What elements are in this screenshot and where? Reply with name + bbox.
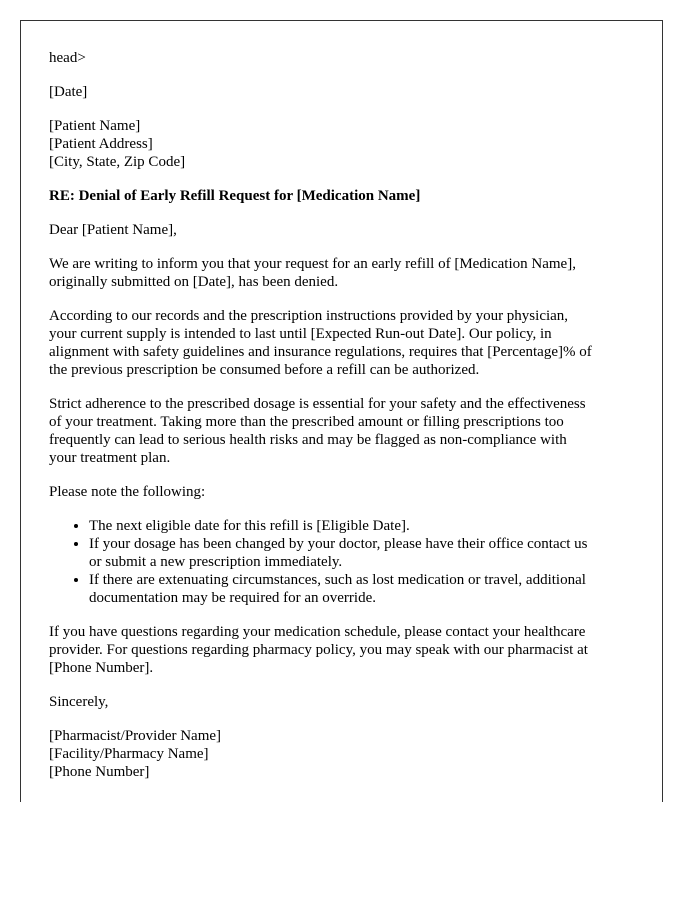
recipient-name: [Patient Name]: [49, 118, 141, 134]
paragraph-contact: [49, 623, 662, 677]
text-line: • If your dosage has been changed by your doctor, please have their office contact us: [89, 536, 588, 552]
text-line: documentation may be required for an override.: [89, 590, 376, 606]
paragraph-intro: [49, 255, 662, 291]
paragraph-adherence: [49, 395, 662, 467]
signature-block: [49, 727, 662, 781]
salutation: Dear [Patient Name],: [49, 222, 177, 238]
subject-line: [49, 187, 662, 205]
list-item: [89, 535, 662, 571]
signer-name: [Pharmacist/Provider Name]: [49, 728, 222, 744]
paragraph-note: [49, 483, 662, 501]
text-line: [Phone Number].: [49, 660, 154, 676]
signoff: Sincerely,: [49, 694, 109, 710]
text-line: or submit a new prescription immediately.: [89, 554, 343, 570]
text-line: your treatment plan.: [49, 450, 171, 466]
recipient-city: [City, State, Zip Code]: [49, 154, 186, 170]
text-line: Strict adherence to the prescribed dosage is essential for your safety and the effectiveness: [49, 396, 586, 412]
list-item: [89, 517, 662, 535]
text-line: According to our records and the prescription instructions provided by your physician,: [49, 308, 569, 324]
text-line: If you have questions regarding your medication schedule, please contact your healthcare: [49, 624, 586, 640]
recipient-address: [49, 117, 662, 171]
paragraph-policy: [49, 307, 662, 379]
stray-markup-text: head>: [49, 50, 86, 66]
text-line: your current supply is intended to last until [Expected Run-out Date]. Our policy, in: [49, 326, 552, 342]
text-line: • If there are extenuating circumstances, such as lost medication or travel, additional: [89, 572, 586, 588]
text-line: frequently can lead to serious health risks and may be flagged as non-compliance with: [49, 432, 567, 448]
letter-page: [20, 20, 663, 802]
notes-list: [49, 517, 662, 607]
facility-name: [Facility/Pharmacy Name]: [49, 746, 209, 762]
text-line: provider. For questions regarding pharmacy policy, you may speak with our pharmacist at: [49, 642, 588, 658]
list-item: [89, 571, 662, 607]
text-line: Please note the following:: [49, 484, 206, 500]
text-line: originally submitted on [Date], has been denied.: [49, 274, 339, 290]
phone-number: [Phone Number]: [49, 764, 150, 780]
text-line: • The next eligible date for this refill is [Eligible Date].: [89, 518, 410, 534]
letter-date: [Date]: [49, 84, 88, 100]
text-line: We are writing to inform you that your request for an early refill of [Medication Name],: [49, 256, 576, 272]
text-line: of your treatment. Taking more than the prescribed amount or filling prescriptions too: [49, 414, 564, 430]
text-line: the previous prescription be consumed before a refill can be authorized.: [49, 362, 480, 378]
recipient-street: [Patient Address]: [49, 136, 153, 152]
text-line: alignment with safety guidelines and insurance regulations, requires that [Percentage]% of: [49, 344, 592, 360]
subject-text: RE: Denial of Early Refill Request for [Medication Name]: [49, 188, 421, 204]
